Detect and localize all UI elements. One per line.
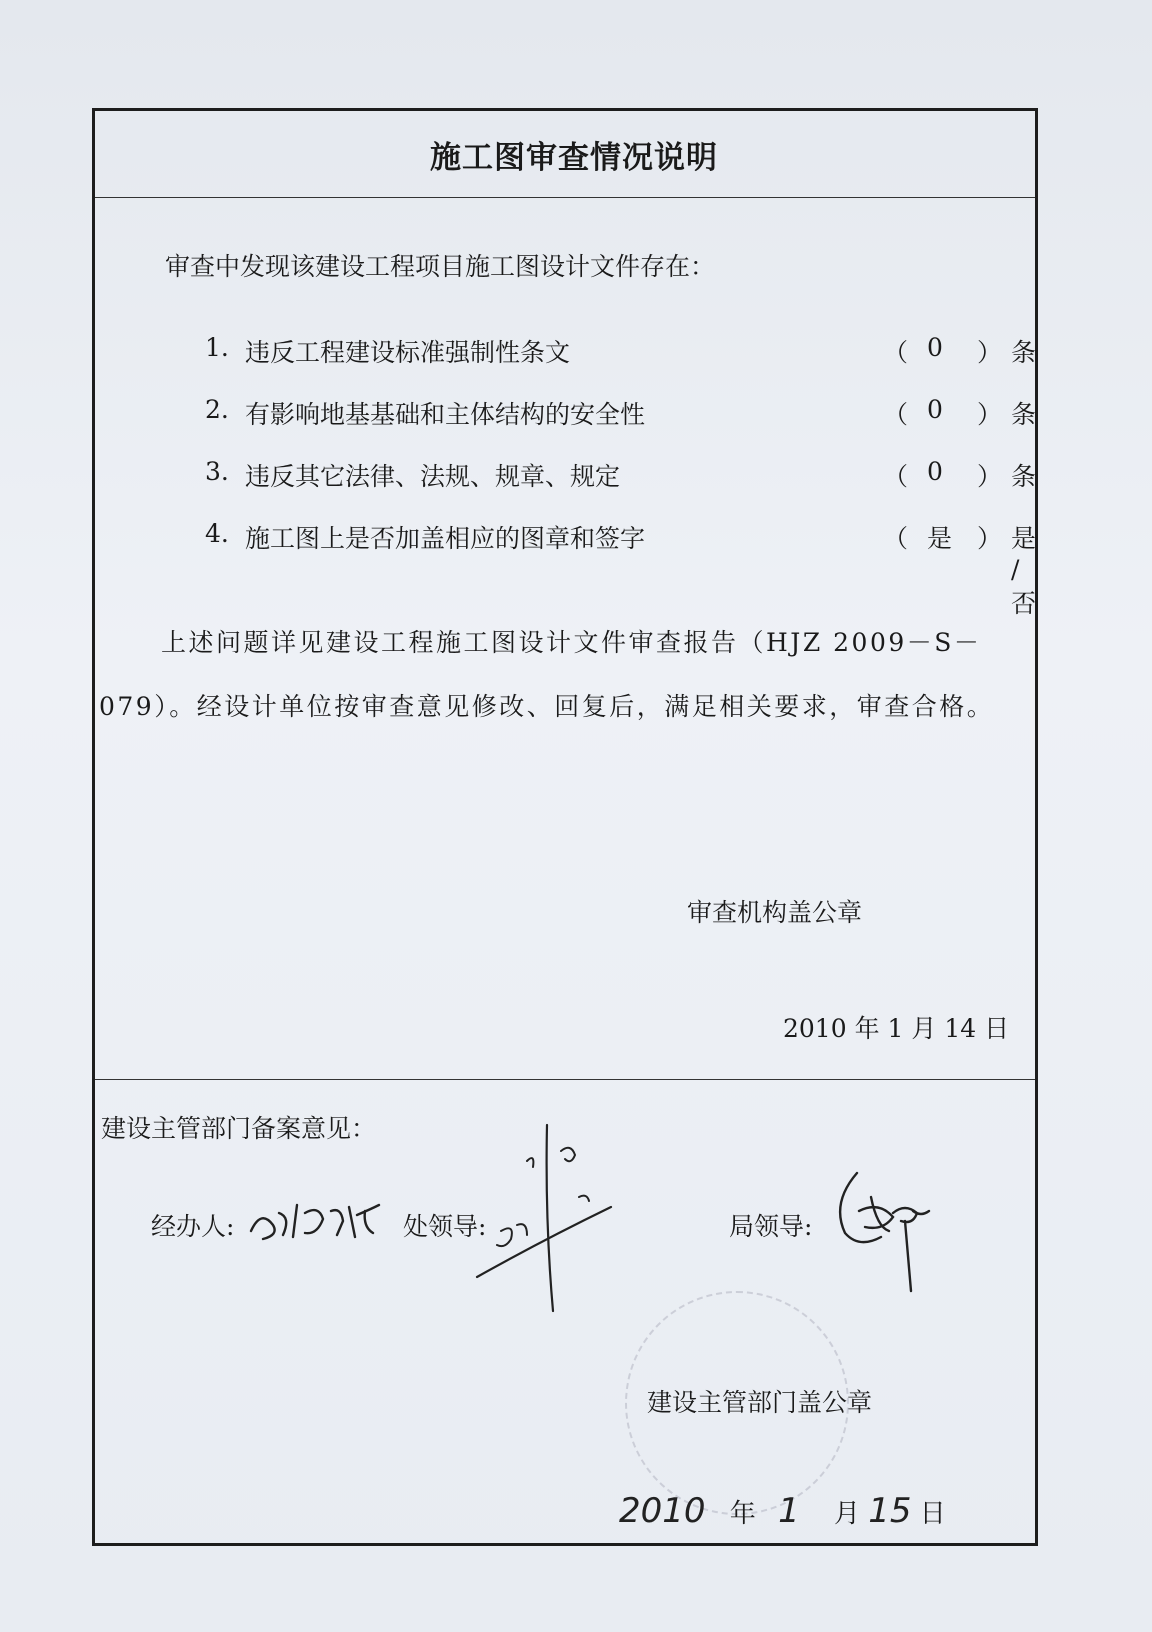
paren-close: ） [977, 338, 1003, 367]
division-leader-signature [471, 1121, 631, 1321]
paren-open: （ [883, 338, 909, 367]
item-number: 2. [205, 395, 229, 424]
paren-open: （ [883, 462, 909, 491]
section-divider [95, 1079, 1035, 1080]
item-count: 0 [927, 333, 943, 362]
item-number: 4. [205, 519, 229, 548]
review-item [205, 333, 1037, 369]
item-number: 3. [205, 457, 229, 486]
paren-close: ） [977, 524, 1003, 553]
item-count: 是 [927, 524, 953, 553]
conclusion-paragraph: 上述问题详见建设工程施工图设计文件审查报告（HJZ 2009－S－079）。经设计单位按审查意见修改、回复后，满足相关要求，审查合格。 [99, 628, 995, 721]
review-item [205, 457, 1037, 493]
handler-label: 经办人: [151, 1212, 235, 1241]
paren-close: ） [977, 400, 1003, 429]
title-row [95, 111, 1035, 198]
intro-text: 审查中发现该建设工程项目施工图设计文件存在： [165, 252, 716, 281]
filing-opinion-label: 建设主管部门备案意见： [101, 1114, 377, 1143]
item-number: 1. [205, 333, 229, 362]
review-date: 2010 年 1 月 14 日 [783, 1014, 1010, 1043]
item-label: 违反工程建设标准强制性条文 [245, 338, 571, 367]
bureau-leader-label: 局领导: [729, 1212, 813, 1241]
bureau-leader-signature [815, 1161, 975, 1301]
item-count: 0 [927, 457, 943, 486]
review-item [205, 395, 1037, 431]
page-title: 施工图审查情况说明 [430, 139, 718, 176]
review-form [92, 108, 1038, 1546]
item-unit: 是 / 否 [1011, 524, 1037, 618]
filing-date-month: 1 [778, 1491, 800, 1531]
filing-date-day-suffix: 日 [919, 1499, 946, 1529]
item-count: 0 [927, 395, 943, 424]
paren-close: ） [977, 462, 1003, 491]
filing-date-year-suffix: 年 [729, 1499, 756, 1529]
paren-open: （ [883, 524, 909, 553]
review-item [205, 519, 1037, 618]
filing-date [619, 1491, 946, 1531]
item-unit: 条 [1011, 462, 1037, 491]
filing-date-year: 2010 [619, 1491, 706, 1531]
item-label: 有影响地基基础和主体结构的安全性 [245, 400, 646, 429]
item-unit: 条 [1011, 400, 1037, 429]
filing-date-day: 15 [868, 1491, 912, 1531]
paren-open: （ [883, 400, 909, 429]
department-seal-label: 建设主管部门盖公章 [647, 1388, 873, 1417]
division-leader-label: 处领导: [403, 1212, 487, 1241]
item-label: 违反其它法律、法规、规章、规定 [245, 462, 621, 491]
handler-signature [245, 1191, 405, 1251]
item-unit: 条 [1011, 338, 1037, 367]
review-seal-label: 审查机构盖公章 [687, 898, 863, 927]
filing-date-month-suffix: 月 [833, 1499, 860, 1529]
item-label: 施工图上是否加盖相应的图章和签字 [245, 524, 646, 553]
